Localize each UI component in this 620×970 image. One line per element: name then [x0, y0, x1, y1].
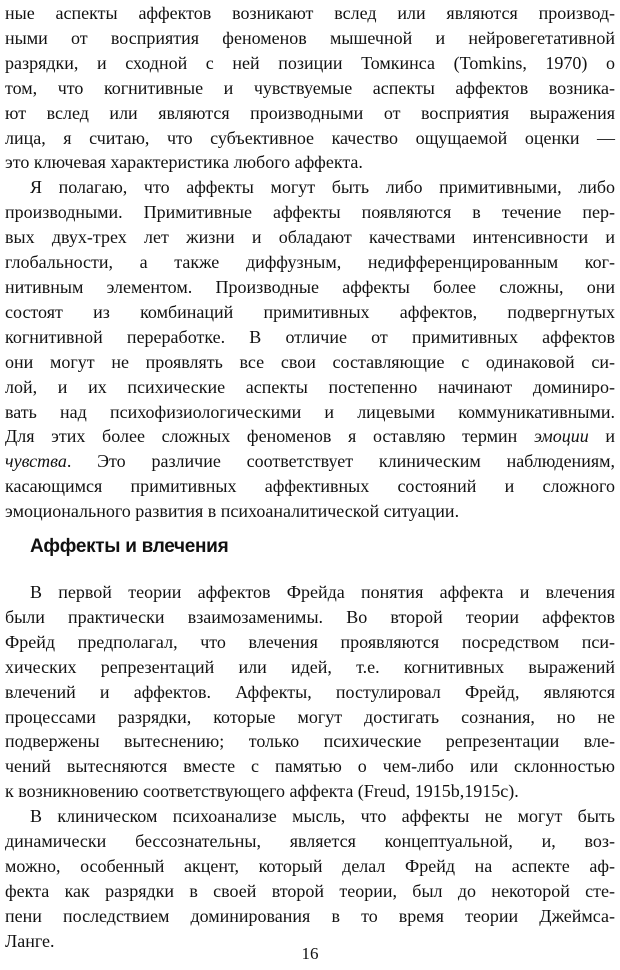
- text-line: фекта как разрядки в своей второй теории, был до некоторой сте-: [5, 880, 615, 901]
- text-line: ные аспекты аффектов возникают вслед или являются производ-: [5, 3, 615, 23]
- text-line: это ключевая характеристика любого аффекта.: [5, 152, 363, 173]
- section-continuation: [5, 0, 615, 524]
- text-segment: и: [605, 426, 616, 447]
- text-line: процессами разрядки, которые могут достигать сознания, но не: [5, 706, 615, 727]
- text-line: вых двух-трех лет жизни и обладают качествами интенсивности и: [5, 227, 615, 248]
- text-line: можно, особенный акцент, который делал Фрейд на аспекте аф-: [5, 855, 615, 876]
- text-line: влечений и аффектов. Аффекты, постулировал Фрейд, являются: [5, 681, 615, 702]
- text-line: чений вытесняются вместе с памятью о чем-либо или склонностью: [5, 756, 615, 777]
- text-line: В клиническом психоанализе мысль, что аффекты не могут быть: [30, 806, 615, 827]
- paragraph-freud-theory: [5, 580, 615, 804]
- text-line: касающимся примитивных аффективных состояний и сложного: [5, 476, 615, 497]
- text-line: подвержены вытеснению; только психические репрезентации вле-: [5, 731, 615, 752]
- text-line: Я полагаю, что аффекты могут быть либо примитивными, либо: [30, 177, 615, 198]
- document-page: [5, 0, 615, 970]
- text-line: когнитивной переработке. В отличие от примитивных аффектов: [5, 326, 615, 347]
- text-line: лой, и их психические аспекты постепенно начинают доминиро-: [5, 376, 615, 397]
- text-line: состоят из комбинаций примитивных аффектов, подвергнутых: [5, 301, 615, 322]
- text-segment: Для этих более сложных феноменов я оставляю термин: [5, 426, 518, 447]
- text-line: лица, я считаю, что субъективное качество ощущаемой оценки —: [5, 127, 615, 148]
- text-line: были практически взаимозаменимы. Во второй теории аффектов: [5, 606, 615, 627]
- text-line: ют вслед или являются производными от восприятия выражения: [5, 102, 615, 123]
- text-line: [5, 424, 615, 449]
- text-line: они могут не проявлять все свои составляющие с одинаковой си-: [5, 351, 615, 372]
- text-line: к возникновению соответствующего аффекта (Freud, 1915b,1915c).: [5, 781, 519, 802]
- text-line: эмоционального развития в психоаналитической ситуации.: [5, 501, 460, 522]
- text-line: пени последствием доминирования в то время теории Джеймса-: [5, 905, 615, 926]
- text-line: глобальности, а также диффузным, недифференцированным ког-: [5, 252, 615, 273]
- text-line: В первой теории аффектов Фрейда понятия аффекта и влечения: [30, 582, 615, 602]
- text-line: вать над психофизиологическими и лицевыми коммуникативными.: [5, 401, 615, 422]
- section-affects-and-drives: [5, 580, 615, 954]
- text-line: том, что когнитивные и чувствуемые аспекты аффектов возника-: [5, 77, 615, 98]
- text-line: хических репрезентаций или идей, т.е. когнитивных выражений: [5, 656, 615, 677]
- text-line: ными от восприятия феноменов мышечной и нейровегетативной: [5, 27, 615, 48]
- text-line: Ланге.: [5, 930, 55, 951]
- paragraph-clinical-psychoanalysis: [5, 804, 615, 953]
- paragraph-continuation: [5, 0, 615, 175]
- section-heading: Аффекты и влечения: [30, 536, 229, 557]
- text-line: разрядки, и сходной с ней позиции Томкинса (Tomkins, 1970) о: [5, 52, 615, 73]
- text-line: производными. Примитивные аффекты появляются в течение пер-: [5, 202, 615, 223]
- emphasis-term: эмоции: [533, 426, 589, 447]
- page-number: 16: [301, 944, 319, 963]
- text-line: [5, 449, 615, 474]
- text-line: динамически бессознательны, является концептуальной, и, воз-: [5, 831, 615, 852]
- emphasis-term: чувства: [5, 451, 67, 472]
- text-line: Фрейд предполагал, что влечения проявляются посредством пси-: [5, 631, 615, 652]
- text-segment: . Это различие соответствует клиническим наблюдениям,: [66, 451, 615, 472]
- paragraph-primitive-affects: [5, 175, 615, 524]
- text-line: нитивным элементом. Производные аффекты более сложны, они: [5, 276, 615, 297]
